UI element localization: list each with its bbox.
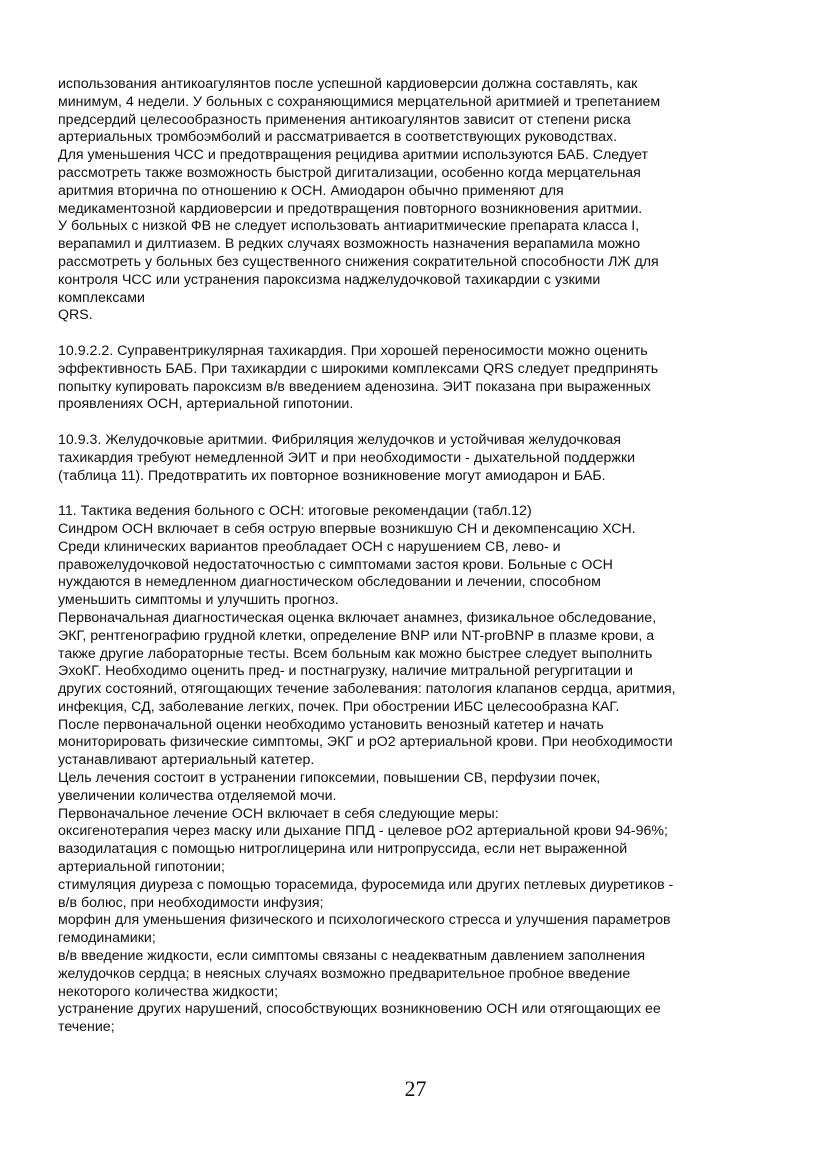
text-line: проявлениях ОСН, артериальной гипотонии. bbox=[58, 396, 354, 413]
text-line: медикаментозной кардиоверсии и предотвращения повторного возникновения аритмии. bbox=[58, 200, 643, 217]
text-line: Первоначальная диагностическая оценка включает анамнез, физикальное обследование, bbox=[58, 609, 657, 626]
text-line: контроля ЧСС или устранения пароксизма наджелудочковой тахикардии с узкими bbox=[58, 271, 601, 288]
text-line: артериальной гипотонии; bbox=[58, 859, 225, 876]
text-line: QRS. bbox=[58, 307, 93, 324]
paragraph-spacer bbox=[58, 485, 798, 503]
text-line: устанавливают артериальный катетер. bbox=[58, 752, 315, 769]
text-line: Первоначальное лечение ОСН включает в себя следующие меры: bbox=[58, 805, 499, 822]
text-line: аритмия вторична по отношению к ОСН. Амиодарон обычно применяют для bbox=[58, 182, 564, 199]
text-line: использования антикоагулянтов после успешной кардиоверсии должна составлять, как bbox=[58, 76, 638, 92]
paragraph-spacer bbox=[58, 325, 798, 343]
text-line: нуждаются в немедленном диагностическом обследовании и лечении, способном bbox=[58, 574, 601, 591]
text-line: других состояний, отягощающих течение заболевания: патология клапанов сердца, аритмия, bbox=[58, 681, 676, 698]
text-line: также другие лабораторные тесты. Всем больным как можно быстрее следует выполнить bbox=[58, 645, 653, 662]
text-line: рассмотреть также возможность быстрой дигитализации, особенно когда мерцательная bbox=[58, 164, 641, 181]
text-line: вазодилатация с помощью нитроглицерина или нитропруссида, если нет выраженной bbox=[58, 841, 628, 858]
text-line: Цель лечения состоит в устранении гипоксемии, повышении СВ, перфузии почек, bbox=[58, 770, 601, 787]
text-line: тахикардия требуют немедленной ЭИТ и при необходимости - дыхательной поддержки bbox=[58, 449, 636, 466]
paragraph-management-summary bbox=[58, 503, 798, 1037]
text-line: увеличении количества отделяемой мочи. bbox=[58, 787, 337, 804]
page-number: 27 bbox=[404, 1076, 427, 1101]
text-line: устранение других нарушений, способствующих возникновению ОСН или отягощающих ее bbox=[58, 1001, 661, 1018]
text-line: минимум, 4 недели. У больных с сохраняющимися мерцательной аритмией и трепетанием bbox=[58, 93, 661, 110]
text-line: желудочков сердца; в неясных случаях возможно предварительное пробное введение bbox=[58, 965, 631, 982]
text-line: морфин для уменьшения физического и психологического стресса и улучшения параметров bbox=[58, 912, 671, 929]
text-line: стимуляция диуреза с помощью торасемида, фуросемида или других петлевых диуретиков - bbox=[58, 876, 674, 893]
text-line: После первоначальной оценки необходимо установить венозный катетер и начать bbox=[58, 716, 604, 733]
text-line: предсердий целесообразность применения антикоагулянтов зависит от степени риска bbox=[58, 111, 631, 128]
text-line: Синдром ОСН включает в себя острую впервые возникшую СН и декомпенсацию ХСН. bbox=[58, 520, 636, 537]
text-line: гемодинамики; bbox=[58, 930, 156, 947]
text-line: Среди клинических вариантов преобладает ОСН с нарушением СВ, лево- и bbox=[58, 538, 561, 555]
text-line: в/в введение жидкости, если симптомы связаны с неадекватным давлением заполнения bbox=[58, 948, 645, 965]
text-line: верапамил и дилтиазем. В редких случаях возможность назначения верапамила можно bbox=[58, 236, 641, 253]
text-line: (таблица 11). Предотвратить их повторное возникновение могут амиодарон и БАБ. bbox=[58, 467, 606, 484]
text-line: эффективность БАБ. При тахикардии с широкими комплексами QRS следует предпринять bbox=[58, 360, 659, 377]
paragraph-spacer bbox=[58, 414, 798, 432]
text-line: 10.9.3. Желудочковые аритмии. Фибриляция желудочков и устойчивая желудочковая bbox=[58, 431, 621, 448]
text-line: инфекция, СД, заболевание легких, почек. При обострении ИБС целесообразна КАГ. bbox=[58, 698, 620, 715]
text-line: оксигенотерапия через маску или дыхание ППД - целевое pO2 артериальной крови 94-96%; bbox=[58, 823, 668, 840]
text-line: правожелудочковой недостаточностью с симптомами застоя крови. Больные с ОСН bbox=[58, 556, 613, 573]
text-line: артериальных тромбоэмболий и рассматривается в соответствующих руководствах. bbox=[58, 129, 618, 146]
text-line: уменьшить симптомы и улучшить прогноз. bbox=[58, 592, 339, 609]
text-line: попытку купировать пароксизм в/в введением аденозина. ЭИТ показана при выраженных bbox=[58, 378, 651, 395]
text-line: Для уменьшения ЧСС и предотвращения рецидива аритмии используются БАБ. Следует bbox=[58, 147, 648, 164]
text-line: некоторого количества жидкости; bbox=[58, 983, 279, 1000]
text-line: У больных с низкой ФВ не следует использовать антиаритмические препарата класса I, bbox=[58, 218, 640, 235]
text-line: течение; bbox=[58, 1019, 115, 1036]
text-line: 10.9.2.2. Суправентрикулярная тахикардия. При хорошей переносимости можно оценить bbox=[58, 342, 648, 359]
document-body bbox=[58, 76, 798, 1037]
paragraph-ventricular-arrhythmias bbox=[58, 432, 798, 485]
text-line: ЭКГ, рентгенографию грудной клетки, определение BNP или NT-proBNP в плазме крови, а bbox=[58, 627, 655, 644]
paragraph-anticoagulants-arrhythmia bbox=[58, 76, 798, 325]
paragraph-supraventricular-tachycardia bbox=[58, 343, 798, 414]
text-line: рассмотреть у больных без существенного снижения сократительной способности ЛЖ для bbox=[58, 253, 659, 270]
text-line: комплексами bbox=[58, 289, 145, 306]
section-heading-line: 11. Тактика ведения больного с ОСН: итоговые рекомендации (табл.12) bbox=[58, 503, 532, 520]
text-line: мониторировать физические симптомы, ЭКГ и pO2 артериальной крови. При необходимости bbox=[58, 734, 673, 751]
text-line: ЭхоКГ. Необходимо оценить пред- и постнагрузку, наличие митральной регургитации и bbox=[58, 663, 633, 680]
text-line: в/в болюс, при необходимости инфузия; bbox=[58, 894, 324, 911]
